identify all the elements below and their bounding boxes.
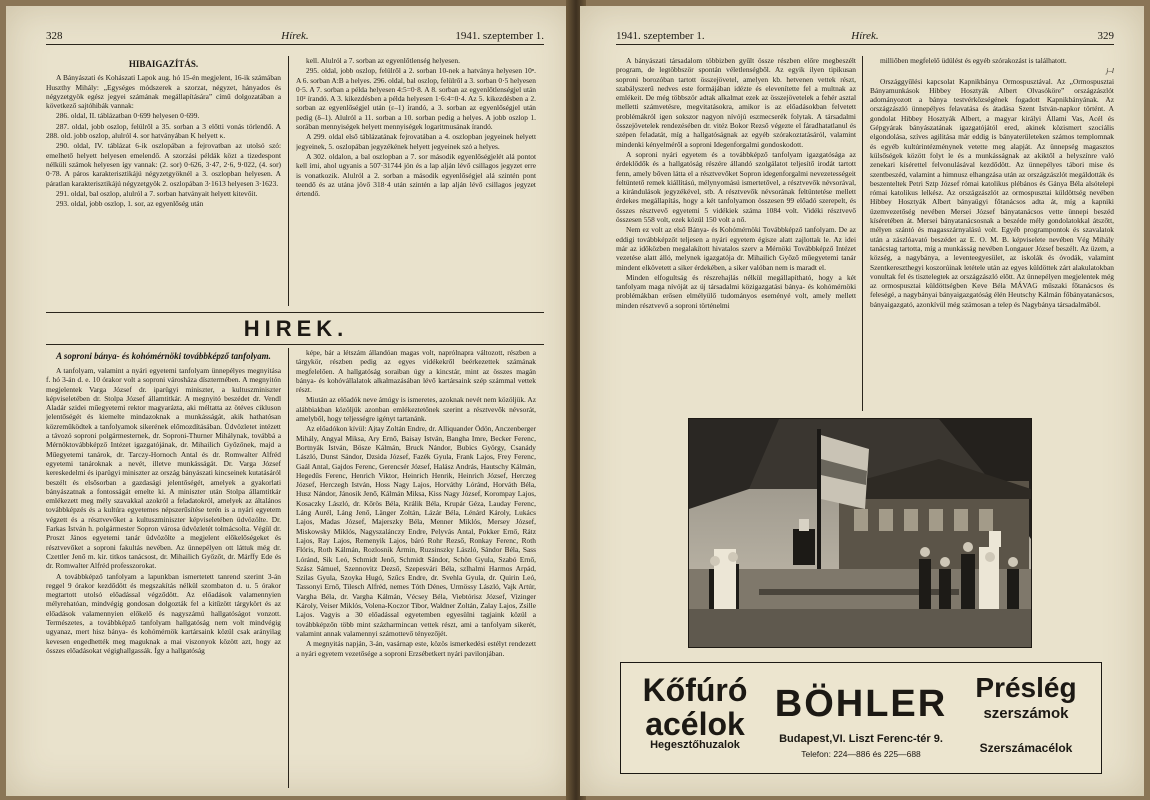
paragraph: A 299. oldal első táblázatának fejrovatában a 4. oszlopban jegyeinek helyett jegyeinek, 5. oszlopában jegyzékének helyett jegyeinek szó a helyes. bbox=[296, 132, 536, 151]
column-rule bbox=[288, 56, 289, 306]
ad-right-subheading: szerszámok bbox=[983, 705, 1069, 722]
column-rule bbox=[862, 56, 863, 411]
paragraph: 293. oldal, jobb oszlop, 1. sor, az egyenlőség után bbox=[56, 199, 204, 209]
paragraph: kell. Alulról a 7. sorban az egyenlőtlenség helyesen. bbox=[306, 56, 460, 65]
paragraph: 295. oldal, jobb oszlop, felülről a 2. sorban 10-nek a hatványa helyesen 10ⁿ. A 6. sorban A:B a helyes. 296. oldal, bal oszlop, felülről a 3. sorban 0·5 helyesen 0·5. A 7. sorban a példa helyesen 4:5=0·8. A 8. sorban az egyenlőtlenségjel után 10² írandó. A 3. kikezdésben a példa helyesen 1·6:4=0·4. Az 5. kikezdésben a 2. sorban az egyenlőségjel után (ε–1) írandó, a 3. sorban az egyenlőségjel után pedig (δ–1). Alulról a 11. sorban a 10. sorban pedig a helyes. A jobb oszlop 1. sorában mennyiségek helyett mennyiségek logaritmusának írandó. bbox=[296, 66, 536, 132]
paragraph: Minden elfogultság és részrehajlás nélkül megállapítható, hogy a két tanfolyam maga nívóját az új társadalmi közigazgatási bánya- és kohómérnöki problémákban erősen elmélyülő tudományos eseményé volt, amely mellett minden résztvevő a soproni történelmi bbox=[616, 272, 856, 310]
errata-title: HIBAIGAZÍTÁS. bbox=[128, 59, 199, 69]
paragraph: 291. oldal, bal oszlop, alulról a 7. sorban hatványait helyett kitevőit. bbox=[56, 188, 258, 198]
paragraph: képe, bár a létszám állandóan magas volt, naprólnapra változott, részben a tárgykör, részben pedig az egyes vidékekről beérkezettek számának megfelelően. A hallgatóság soraiban úgy a kincstár, mint az összes magán bánya- és kohóvállalatok alkalmazásában lévő kartársaink szép számmal vettek részt. bbox=[296, 348, 536, 395]
right-running-header bbox=[616, 28, 1114, 45]
running-title: Hírek. bbox=[281, 30, 309, 42]
page-number: 329 bbox=[1097, 30, 1114, 42]
right-column-1 bbox=[616, 56, 856, 411]
paragraph: Országgyűlési kapcsolat Kapnikbánya Ormospusztával. Az „Ormospusztai Bányamunkások Hibbey Hosztyák Albert Olvasóköre” országzászlót adományozott a bánya testvérközségének fogadott Kapnikbányának. Az országzászló ünnepélyes felavatása és átadása Szent István-napkor történt. A gondolat Hibbey Hosztyák Albert, a magyar királyi Állami Vas, Acél és Gépgyárak bányászatának igazgatójától ered, akinek közismert szociális elgondolása, szíves agilitása már eddig is bányaterületeken számos templomnak és egyéb kultúrintézménynek vetette meg alapját. Az ünnepség magasztos külsőségek között folyt le és a munkásságnak az akiktől a helyszínre való zenekari kísérettel felvonulásával kezdődött. Az ünnepélyes tábori mise és szentbeszéd, valamint a himnusz elhangzása után az országzászlót megáldották és beszenteltek Petri Sztp József római katolikus plébános és Gánya Béla alsótelepi római katolikus lelkész. Az országzászlót az ormospusztai küldöttség nevében Hibbey Hosztyák Albert bányaügyi főtanácsos adta át, míg a kapniki üzemvezetőség nevében Mersei József bányatanácsos vette ünnepi beszéd kíséretében át. Mersei bányatanácsosnak a beszéde mély gondolatokkal átszőtt, mélyen szántó és magasszárnyalású volt. Egyéb programpontok és szavalatok után a zászlóavató beszédet az E. O. M. B. képviselete nevében Vég Mihály tanácstag tartotta, míg a munkásság nevében Longauer József beszélt. Az üzem, a község, a nagybánya, a leventeegyesület, az iskolák és óvodák, valamint Szentkereszthegyi koszorúinak letétele után az egyes küldöttek zárt alakulatokban vonultak fel és tisztelegtek az országzászló előtt. Az ünnepélyen megjelentek még az ormospusztai küldöttségben Keve Béla MÁVAG műszaki főtanácsos és feleségé, a nagybányai bányaigazgatóság élén Heutschy Kálmán főbányatanácsos, bányaigazgató, azonkívül még számosan a telep és Nagybánya társadalmából. bbox=[870, 76, 1114, 309]
left-running-header bbox=[46, 28, 544, 45]
ad-phone: Telefon: 224—886 és 225—688 bbox=[801, 749, 921, 759]
paragraph: Nem ez volt az első Bánya- és Kohómérnöki Továbbképző tanfolyam. De az eddigi továbbképzőt teljesen a nyári egyetem égisze alatt zajlottak le. Az idei már az időközben megalakított hivatalos szerv a Mérnöki Továbbképző Intézet vezetése alatt álló, melynek igazgatója dr. Mihailich Győző műegyetemi tanár mindent elkövetett a siker érdekében, a siker valóban nem is maradt el. bbox=[616, 225, 856, 272]
paragraph: A megnyitás napján, 3-án, vasárnap este, közös ismerkedési estélyt rendezett a nyári egyetem vezetősége a soproni Erzsébetkert nyári pavilonjában. bbox=[296, 639, 536, 658]
ad-text: Kőfúró bbox=[642, 672, 748, 708]
paragraph: A Bányászati és Kohászati Lapok aug. hó 15-én megjelent, 16-ik számában Huszthy Mihály: „Egységes módszerek a szorzat, négyzet, hányados és négyzetgyök egész jegyei számának megállapítására” című dolgozatában a következő sajtóhibák vannak: bbox=[46, 73, 281, 111]
paragraph: 290. oldal, IV. táblázat 6-ik oszlopában a fejrovatban az utolsó szó: emelhető helyett helyesen emelendő. A szorzási példák közt a tizedespont nélküli számok helyesen így vannak: (2. sor) 0·626, 3·47, 2·6, 9·022, (4. sor) 0·78. A páros karakterisztikájú négyzetgyöknél a 3. oszlopban helyesen. A páratlan karakterisztikájú négyzetgyök 2. oszlopában 3·1613 helyesen 3·1623. bbox=[46, 141, 281, 188]
paragraph: A bányászati társadalom többizben gyűlt össze részben előre megbeszélt program, de legtöbbször spontán véletlenségből. Az egyik ilyen tipikusan soproni borozóban tartott összejövetel, amelyen kb. hetvenen vettek részt, szabályszerű nedves este formájában idézte és elevenítette fel a multnak az emlékeit. De még többször adtak alkalmat ezek az összejövetelek a fehér asztal melletti számvetésre, megvitatásokra, amikor is az előadásokban felvetett problémákról igen sokszor nagyon nívójú eszmecserék folytak. A társadalmi összejövetelek rendezésében dr. vitéz Bokor Rezső végezte el fáradhatatlanul és szépen feladatát, míg a hallgatóságnak az egyéb szórakoztatásáról, valamint mindenki kényelméről a soproni Idegenforgalmi gondoskodott. bbox=[616, 56, 856, 149]
ad-address: Budapest,VI. Liszt Ferenc-tér 9. bbox=[779, 733, 943, 745]
paragraph: 287. oldal, jobb oszlop, felülről a 35. sorban a 3 előtti vonás törlendő. A 288. old. jobb oszlop, alulról 4. sor hatványában K helyett κ. bbox=[46, 121, 281, 141]
errata-column-1 bbox=[46, 56, 281, 311]
ceremony-photo bbox=[688, 418, 1032, 648]
paragraph: Az előadókon kívül: Ajtay Zoltán Endre, dr. Alliquander Ödön, Anczenberger Mihály, Angyal Miksa, Ary Ernő, Baisay István, Bangha Imre, Becker Ferenc, Bortnyák István, Bösze Kálmán, Bruck Nándor, Bubics György, Csanády László, Dunst Sándor, Dzsida József, Fazék Gyula, Frank Lajos, Frey Ferenc, Gaál Antal, Gajdos Ferenc, Gerencsér József, Halász András, Hautschy Kálmán, Hegedűs Ferenc, Henrich Viktor, Heinrich Henrik, Heinrich József, Herczeg József, Herczegh István, Hoss Nagy Lajos, Horváthy Lóránd, Horváth Béla, Husz Nándor, Jánosik Jenő, Kálmán Miksa, Kiss Nagy József, Korompay Lajos, Kosaczky László, dr. Kőrös Béla, Králik Béla, Krupár Géza, Lauday Ferenc, Láng Aurél, Láng Jenő, Länger Zoltán, Lázár Béla, Lénárd Károly, Lukács Lajos, Madas József, Majerszky Béla, Menner Miklós, Mersey József, Miskowsky Miklós, Nagyszalánczy Endre, Pelyvás Antal, Pokker Ernő, Rátz Lajos, Ray Lajos, Remenyik Lajos, báró Rohr Rezső, Ronkay Ferenc, Roth Flóris, Roth Kálmán, Rozlosnik Ármin, Ruzsinszky László, Sándor Béla, Sass Lóránd, Sik Leó, Schmidt Jenő, Schmidt Sándor, Schön Gyula, Szabó Ernő, Szász Sámuel, Szennovitz Dezső, Szepesvári Béla, szlhalmi Harmos Arpád, Szilas Gyula, Szoyka Hugó, Szűcs Endre, dr. Svehla Gyula, dr. Quirin Leó, Tassonyi Ernő, Tilesch Alfréd, nemes Tóth Dénes, Urmössy László, Vajk Artúr, Vargha Béla, dr. Vargha Kálmán, Vécsey Béla, Viebtórisz József, Vizinger Károly, Veiser Miklós, Volena-Koczor Tibor, Waldner Zoltán, Zalay Lajos, Zsille Lajos. Vagyis a 30 előadással egyetemben egyesülni tagjaink közül a továbbképzőn több mint százharmincan vettek részt, ami a tanfolyam sikerét, valamint annak valamennyi számottevő tényezőjét. bbox=[296, 424, 536, 638]
ad-brand: BÖHLER bbox=[774, 683, 948, 725]
paragraph: A 302. oldalon, a bal oszlopban a 7. sor második egyenlőségjelét alá pontot kell írni, ahol ugyanis a 507·31744 jön és a lap alján lévő csillagos jegyzet erre is vonatkozik. Alulról a 2. sorban a második egyenlőségjel alá szintén pont teendő és az utána jövő 318·4 után szintén a lap alján lévő csillagos jegyzet értendő. bbox=[296, 151, 536, 199]
news-column-1 bbox=[46, 348, 281, 788]
ad-left-sub: Hegesztőhuzalok bbox=[650, 739, 740, 751]
issue-date: 1941. szeptember 1. bbox=[616, 30, 705, 42]
author-signature: j–l bbox=[1106, 66, 1114, 76]
errata-column-2 bbox=[296, 56, 536, 311]
issue-date: 1941. szeptember 1. bbox=[455, 30, 544, 42]
section-rule bbox=[46, 344, 544, 345]
paragraph: 286. oldal, II. táblázatban 0·699 helyesen 0·699. bbox=[56, 111, 200, 121]
ad-right-heading: Préslég bbox=[975, 672, 1077, 703]
paragraph: A továbbképző tanfolyam a lapunkban ismertetett tanrend szerint 3-án reggel 9 órakor kezdődött és megszakítás nélkül szombaton d. u. 5 órakor megtartott utolsó előadással végződött. Az előadások valamennyien mélyrehatóan, mindvégig gondosan dolgozták fel a kitűzött tárgykört és az előadások valamennyien előkelő és nagyszámú hallgatóságot vonzott. Természetes, a továbbképző tanfolyam hallgatóság nem volt mindvégig ugyanaz, mert hisz bánya- és kohómérnök kartársaink közül csak arányilag kevesen engedhették meg maguknak a mai viszonyok között azt, hogy az összes előadásokat végighallgassák. Így a hallgatóság bbox=[46, 571, 281, 655]
paragraph: milliőben megfelelő üdülést és egyéb szórakozást is találhatott. bbox=[880, 56, 1067, 65]
section-rule bbox=[46, 312, 544, 313]
ad-text: acélok bbox=[645, 706, 745, 742]
flag-ceremony-image bbox=[689, 419, 1031, 647]
ad-left-heading bbox=[635, 673, 755, 741]
column-rule bbox=[288, 348, 289, 788]
left-page bbox=[6, 6, 572, 796]
news-column-2 bbox=[296, 348, 536, 788]
paragraph: Miután az előadók neve ámúgy is ismeretes, azoknak nevét nem közöljük. Az alábbiakban közöljük azonban emlékeztetőnek szerint a résztvevők névsorát, amelyből, hogy teljességre igényt tartanánk. bbox=[296, 395, 536, 424]
paragraph: A tanfolyam, valamint a nyári egyetemi tanfolyam ünnepélyes megnyitása f. hó 3-án d. e. 10 órakor volt a soproni városháza dísztermében. A megnyitón megjelentek Varga József dr. iparügyi miniszter, a kultuszminiszter képviseletében dr. Stolpa József államtitkár. A megnyitó beszédet dr. Vendl Aladár szidei műegyetemi rektor magyarázta, aki méltatta az ötéves cikluson jelentőségét és kiemelte mindazoknak a munkásságát, akik hathatósan közreműködtek a tanfolyamok sikerének előmozdításában. Üdvözletet intézett a távozó soproni polgármesternek, dr. Soproni-Thurner Mihálynak, továbbá a Mérnöktovábbképző Intézet igazgatójának, dr. Mihailich Győzőnek, majd a Műegyetemi tanárok, dr. Tarczy-Hornoch Antal és dr. Romwalter Alfréd egyetemi tanároknak a nevét, illetve munkásságát. Dr. Varga József kereskedelmi és iparügyi miniszter az ország bányászati kincseinek kutatásáról beszélt és elsősorban a gazdasági jelentőségét, amelyek a gyakorlati bányászatnak a fontosságát emelte ki. A miniszter után Stolpa államtitkár emlékezett meg mély szavakkal azokról a feladatokról, amelyek az általános továbbképzés és a kultúra egyetemes népszerűsítése terén is a nyári egyetem végzett és a résztvevőket a kultuszminiszter képviseletében üdvözölte. Dr. Farkas István h. polgármester Sopron városa üdvözletét tolmácsolta. Végül dr. Proszt János egyetemi tanár üdvözölte a megjelent előkelőségeket és résztvevőket a soproni fakultás nevében. Az ünnepélyen ott láttuk még dr. Czettler Jenő m. kir. titkos tanácsost, dr. Mihailich Győzőt, dr. Márffy Ede és dr. Romwalter Alfréd professzorokat. bbox=[46, 366, 281, 571]
article-title: A soproni bánya- és kohómérnöki továbbképző tanfolyam. bbox=[56, 351, 271, 361]
page-number: 328 bbox=[46, 30, 63, 42]
right-column-2 bbox=[870, 56, 1114, 411]
running-title: Hírek. bbox=[851, 30, 879, 42]
ad-right-sub: Szerszámacélok bbox=[979, 741, 1073, 755]
section-title: HIREK. bbox=[243, 316, 349, 341]
bohler-advertisement bbox=[620, 662, 1102, 774]
paragraph: A soproni nyári egyetem és a továbbképző tanfolyam igazgatósága az érdeklődők és a hallgatóság részére állandó szolgálatot teljesítő irodát tartott fenn, amely bőven látta el a résztvevőket Sopron idegenforgalmi nevezetességeit feltüntető remek kiállítású, mélynyomású ismertetővel, a résztvevők névsorával, a kirándulások jegyzékével, stb. A résztvevők névsorának feltüntetése mellett érdekes megállapítás, hogy a két tanfolyamon összesen 99 előadó szerepelt, és összes résztvevő egyetemi 5 vidékiek száma 1084 volt. Vidéki résztvevő összesen 558 volt, ezek közül 150 volt a nő. bbox=[616, 149, 856, 225]
